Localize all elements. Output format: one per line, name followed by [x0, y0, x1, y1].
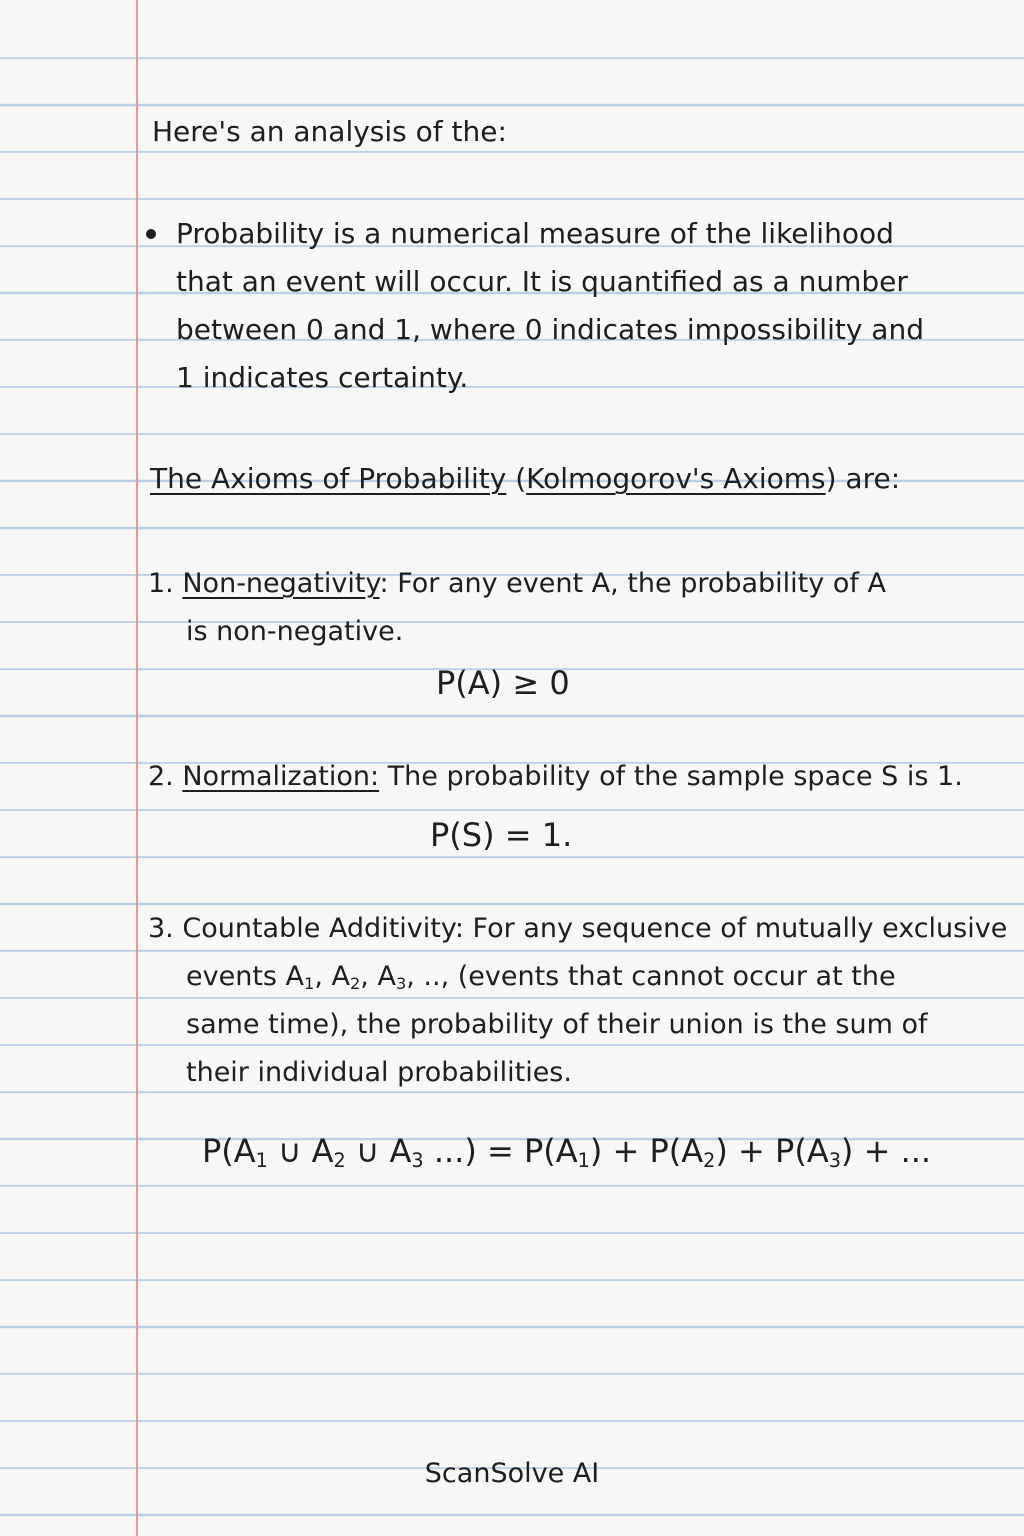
axiom-3-title: Countable Additivity	[182, 913, 455, 944]
axiom-3-line-2: events $A_1$, $A_2$, $A_3$, .., (events that cannot occur at the	[186, 961, 896, 994]
axiom-3-events-prefix: events A	[186, 961, 305, 992]
formula-sub-2: 2	[333, 1148, 346, 1172]
axiom-2-title: Normalization:	[182, 761, 380, 792]
formula-lhs-close: ...) =	[423, 1132, 524, 1170]
axiom-1-line-1	[148, 560, 886, 607]
subscript-2: 2	[349, 974, 361, 994]
formula-p1-sub: 1	[577, 1148, 590, 1172]
definition-line-4: 1 indicates certainty.	[176, 361, 469, 394]
formula-lhs-open: P(A	[202, 1132, 256, 1170]
formula-plus-2: ) +	[715, 1132, 776, 1170]
axioms-title-paren: (	[515, 462, 527, 495]
formula-union-1: ∪	[267, 1132, 312, 1170]
formula-p2: P(A	[649, 1132, 704, 1170]
formula-sub-3: 3	[411, 1148, 424, 1172]
axiom-3-events-suffix: , .., (events that cannot occur at the	[406, 961, 896, 992]
formula-plus-1: ) +	[589, 1132, 650, 1170]
axiom-2-line-1	[148, 753, 963, 800]
axiom-2-number: 2.	[148, 761, 174, 792]
axiom-1-text: : For any event A, the probability of A	[379, 568, 886, 599]
bullet-icon	[146, 229, 156, 239]
footer-brand: ScanSolve AI	[424, 1458, 600, 1489]
formula-p1: P(A	[523, 1132, 578, 1170]
axioms-title	[150, 455, 900, 502]
formula-p2-sub: 2	[703, 1148, 716, 1172]
axiom-1-number: 1.	[148, 568, 174, 599]
axiom-3-text: : For any sequence of mutually exclusive	[454, 913, 1008, 944]
subscript-3: 3	[395, 974, 407, 994]
axioms-title-tail: ) are:	[825, 462, 901, 495]
formula-union-2: ∪	[345, 1132, 390, 1170]
axiom-3-line-4: their individual probabilities.	[186, 1057, 572, 1088]
formula-p3: P(A	[775, 1132, 829, 1170]
axiom-3-number: 3.	[148, 913, 174, 944]
axiom-3-line-3: same time), the probability of their union is the sum of	[186, 1009, 928, 1040]
axiom-3-line-1	[148, 905, 1007, 952]
formula-a2: A	[311, 1132, 334, 1170]
formula-a3: A	[389, 1132, 412, 1170]
axioms-title-main: The Axioms of Probability	[150, 462, 507, 495]
formula-p3-sub: 3	[828, 1148, 841, 1172]
definition-line-1: Probability is a numerical measure of the likelihood	[176, 217, 894, 250]
axiom-1-title: Non-negativity	[182, 568, 380, 599]
formula-sub-1: 1	[255, 1148, 268, 1172]
definition-line-2: that an event will occur. It is quantified as a number	[176, 265, 908, 298]
page-heading: Here's an analysis of the:	[152, 115, 507, 148]
formula-end: ) + ...	[840, 1132, 932, 1170]
subscript-1: 1	[304, 974, 315, 994]
axiom-1-formula: P(A) ≥ 0	[436, 664, 570, 702]
axioms-title-name: Kolmogorov's Axioms	[526, 462, 826, 495]
axiom-1-line-2: is non-negative.	[186, 616, 404, 647]
axiom-3-formula	[202, 1128, 931, 1184]
axiom-2-formula: P(S) = 1.	[430, 816, 573, 854]
axiom-2-text: The probability of the sample space S is 1.	[379, 761, 963, 792]
definition-line-3: between 0 and 1, where 0 indicates impossibility and	[176, 313, 924, 346]
